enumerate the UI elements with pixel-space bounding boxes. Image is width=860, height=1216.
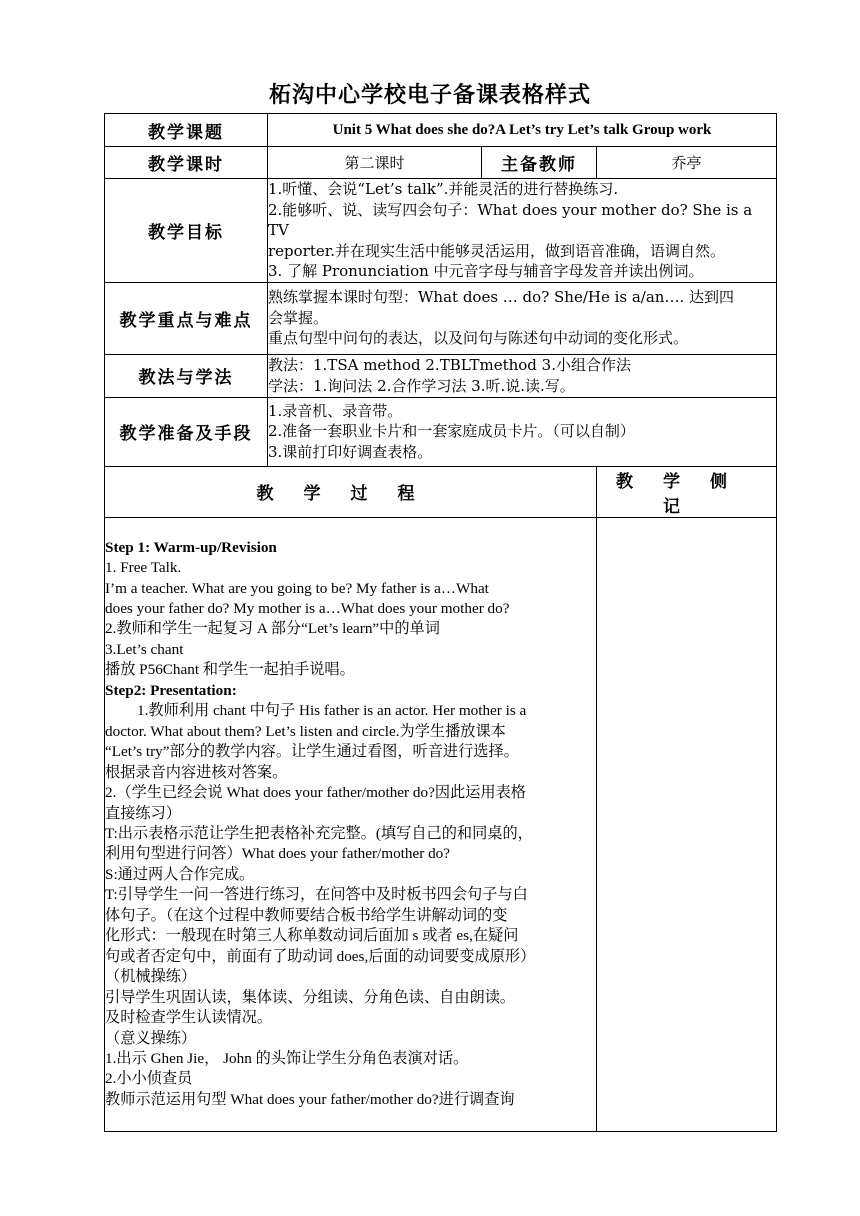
goals-row — [105, 179, 777, 283]
process-line: 引导学生巩固认读，集体读、分组读、分角色读、自由朗读。 — [105, 988, 516, 1006]
key-points-line: 重点句型中问句的表达，以及问句与陈述句中动词的变化形式。 — [268, 329, 689, 348]
preparation-line: 2.准备一套职业卡片和一套家庭成员卡片。（可以自制） — [268, 422, 635, 441]
process-line: 2.小小侦查员 — [105, 1070, 193, 1088]
methods-content — [268, 354, 777, 397]
process-heading: Step 1: Warm-up/Revision — [105, 538, 277, 556]
period-value: 第二课时 — [268, 147, 482, 179]
process-line: （机械操练） — [105, 968, 197, 986]
teacher-value: 乔亭 — [597, 147, 777, 179]
process-line: 及时检查学生认读情况。 — [105, 1009, 273, 1027]
process-line: 体句子。（在这个过程中教师要结合板书给学生讲解动词的变 — [105, 906, 508, 924]
methods-line: 教法：1.TSA method 2.TBLTmethod 3.小组合作法 — [268, 356, 631, 374]
period-label: 教学课时 — [105, 147, 268, 179]
goals-line: 1.听懂、会说“Let’s talk”.并能灵活的进行替换练习. — [268, 180, 619, 198]
topic-label: 教学课题 — [105, 114, 268, 147]
key-points-row — [105, 282, 777, 354]
process-line: 1. Free Talk. — [105, 559, 182, 577]
methods-label: 教法与学法 — [105, 354, 268, 397]
notes-header: 教学侧记 — [597, 466, 777, 517]
process-line: T:出示表格示范让学生把表格补充完整。(填写自己的和同桌的， — [105, 825, 533, 842]
process-line: T:引导学生一问一答进行练习，在问答中及时板书四会句子与白 — [105, 886, 528, 904]
notes-content — [597, 517, 777, 1131]
process-header: 教学过程 — [105, 466, 597, 517]
teacher-label: 主备教师 — [482, 147, 597, 179]
process-line: 教师示范运用句型 What does your father/mother do?进行调查询 — [105, 1090, 515, 1108]
process-line: 直接练习） — [105, 804, 181, 822]
goals-label: 教学目标 — [105, 179, 268, 283]
process-content — [105, 517, 597, 1131]
key-points-line: 熟练掌握本课时句型：What does … do? She/He is a/an…. 达到四 — [268, 288, 734, 307]
methods-row — [105, 354, 777, 397]
period-row — [105, 147, 777, 179]
process-line: 3.Let’s chant — [105, 640, 184, 658]
process-heading: Step2: Presentation: — [105, 681, 237, 699]
preparation-label: 教学准备及手段 — [105, 397, 268, 466]
process-line: 根据录音内容进核对答案。 — [105, 763, 288, 781]
goals-line: reporter.并在现实生活中能够灵活运用，做到语音准确，语调自然。 — [268, 241, 726, 260]
goals-line: 2.能够听、说、读写四会句子：What does your mother do? She is a TV — [268, 200, 753, 239]
process-line: 句或者否定句中，前面有了助动词 does,后面的动词要变成原形） — [105, 947, 536, 965]
lesson-plan-table — [104, 113, 777, 1132]
goals-content — [268, 179, 777, 283]
methods-line: 学法：1.询问法 2.合作学习法 3.听.说.读.写。 — [268, 376, 575, 395]
process-line: does your father do? My mother is a…What does your mother do? — [105, 600, 510, 618]
goals-line: 3. 了解 Pronunciation 中元音字母与辅音字母发音并读出例词。 — [268, 262, 704, 280]
topic-row — [105, 114, 777, 147]
topic-value: Unit 5 What does she do?A Let’s try Let’s talk Group work — [268, 114, 777, 147]
process-line: I’m a teacher. What are you going to be? My father is a…What — [105, 579, 489, 597]
key-points-line: 会掌握。 — [268, 308, 329, 327]
preparation-line: 1.录音机、录音带。 — [268, 401, 403, 420]
preparation-row — [105, 397, 777, 466]
process-line: S:通过两人合作完成。 — [105, 865, 255, 883]
process-line: （意义操练） — [105, 1029, 197, 1047]
key-points-label: 教学重点与难点 — [105, 282, 268, 354]
process-line: 播放 P56Chant 和学生一起拍手说唱。 — [105, 661, 355, 679]
process-line: 1.出示 Ghen Jie， John 的头饰让学生分角色表演对话。 — [105, 1049, 469, 1067]
process-line: 2.教师和学生一起复习 A 部分“Let’s learn”中的单词 — [105, 620, 440, 638]
process-line: 化形式：一般现在时第三人称单数动词后面加 s 或者 es,在疑问 — [105, 927, 519, 945]
process-row — [105, 517, 777, 1131]
page-title: 柘沟中心学校电子备课表格样式 — [268, 83, 591, 108]
key-points-content — [268, 282, 777, 354]
process-line: 2.（学生已经会说 What does your father/mother do?因此运用表格 — [105, 784, 526, 802]
process-line: 利用句型进行问答）What does your father/mother do? — [105, 845, 451, 863]
process-header-row — [105, 466, 777, 517]
process-line: doctor. What about them? Let’s listen and circle.为学生播放课本 — [105, 722, 506, 740]
preparation-content — [268, 397, 777, 466]
process-line: “Let’s try”部分的教学内容。让学生通过看图，听音进行选择。 — [105, 743, 519, 761]
process-line: 1.教师利用 chant 中句子 His father is an actor. Her mother is a — [137, 702, 527, 720]
preparation-line: 3.课前打印好调查表格。 — [268, 442, 433, 461]
